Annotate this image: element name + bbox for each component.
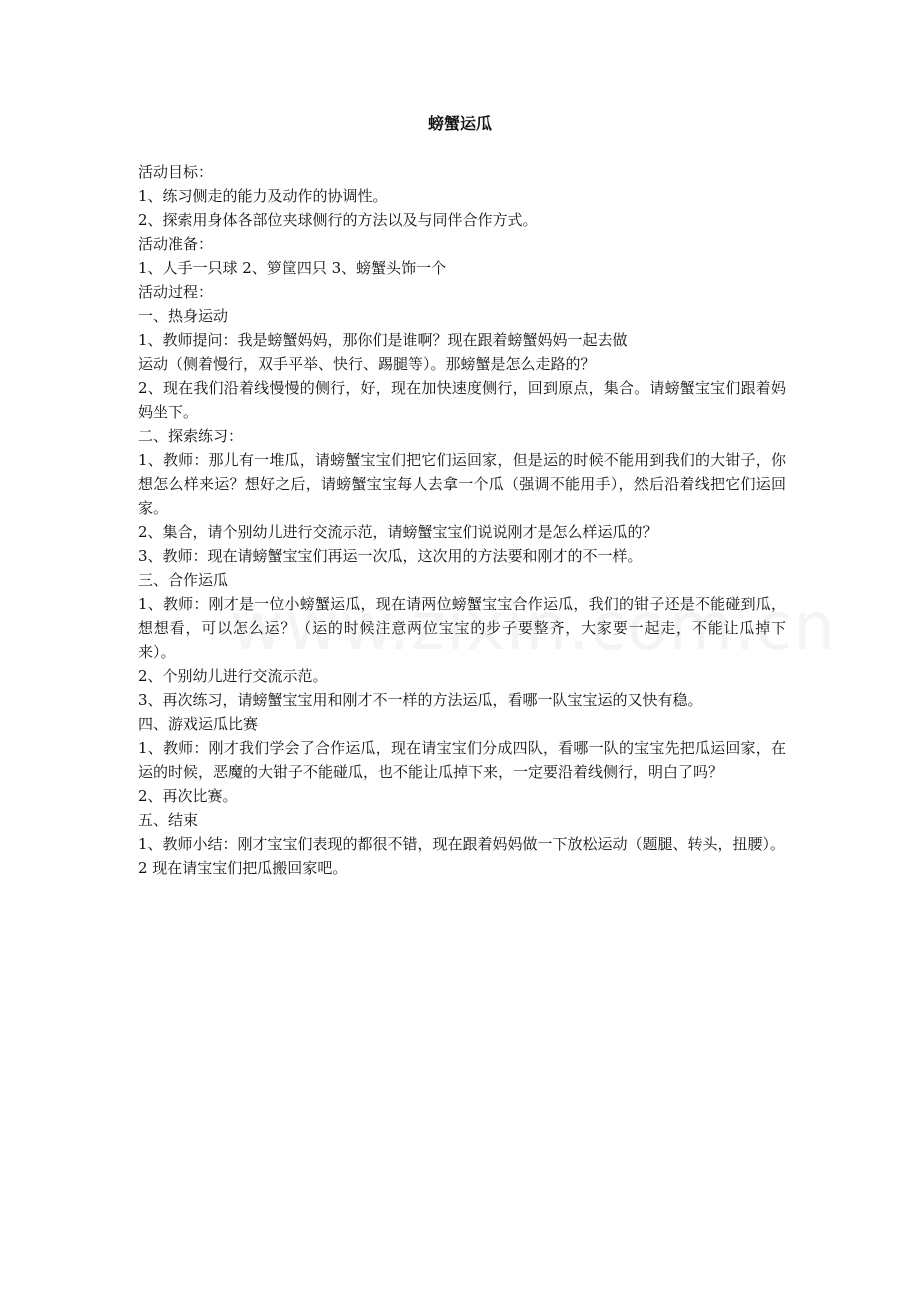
game-item-1: 1、教师：刚才我们学会了合作运瓜，现在请宝宝们分成四队，看哪一队的宝宝先把瓜运回家，在运的时候，恶魔的大钳子不能碰瓜，也不能让瓜掉下来，一定要沿着线侧行，明白了吗？ xyxy=(138,739,786,781)
cooperate-item-1: 1、教师：刚才是一位小螃蟹运瓜，现在请两位螃蟹宝宝合作运瓜，我们的钳子还是不能碰到瓜，想想看，可以怎么运？（运的时候注意两位宝宝的步子要整齐，大家要一起走，不能让瓜掉下来）。 xyxy=(138,595,786,661)
warmup-item-1-line-1: 1、教师提问：我是螃蟹妈妈，那你们是谁啊？现在跟着螃蟹妈妈一起去做 xyxy=(138,331,628,349)
warmup-item-1-line-2: 运动（侧着慢行，双手平举、快行、踢腿等）。那螃蟹是怎么走路的？ xyxy=(138,355,596,373)
ending-item-1: 1、教师小结：刚才宝宝们表现的都很不错，现在跟着妈妈做一下放松运动（题腿、转头，扭腰）。 xyxy=(138,835,786,853)
warmup-item-2: 2、现在我们沿着线慢慢的侧行，好，现在加快速度侧行，回到原点，集合。请螃蟹宝宝们跟着妈妈坐下。 xyxy=(138,379,786,421)
goal-item-1: 1、练习侧走的能力及动作的协调性。 xyxy=(138,187,388,205)
explore-item-2: 2、集合，请个别幼儿进行交流示范，请螃蟹宝宝们说说刚才是怎么样运瓜的？ xyxy=(138,523,658,541)
subheading-game: 四、游戏运瓜比赛 xyxy=(138,715,259,733)
cooperate-item-3: 3、再次练习，请螃蟹宝宝用和刚才不一样的方法运瓜，看哪一队宝宝运的又快有稳。 xyxy=(138,691,703,709)
subheading-ending: 五、结束 xyxy=(138,811,199,829)
subheading-cooperate: 三、合作运瓜 xyxy=(138,571,229,589)
section-heading-preparation: 活动准备： xyxy=(138,235,214,253)
preparation-items: 1、人手一只球 2、箩筐四只 3、螃蟹头饰一个 xyxy=(138,259,447,277)
cooperate-item-2: 2、个别幼儿进行交流示范。 xyxy=(138,667,328,685)
goal-item-2: 2、探索用身体各部位夹球侧行的方法以及与同伴合作方式。 xyxy=(138,211,538,229)
document-title: 螃蟹运瓜 xyxy=(427,114,492,133)
explore-item-3: 3、教师：现在请螃蟹宝宝们再运一次瓜，这次用的方法要和刚才的不一样。 xyxy=(138,547,643,565)
subheading-warmup: 一、热身运动 xyxy=(138,307,229,325)
ending-item-2: 2 现在请宝宝们把瓜搬回家吧。 xyxy=(138,859,348,877)
explore-item-1: 1、教师：那儿有一堆瓜，请螃蟹宝宝们把它们运回家，但是运的时候不能用到我们的大钳子，你想怎么样来运？想好之后，请螃蟹宝宝每人去拿一个瓜（强调不能用手），然后沿着线把它们运回家。 xyxy=(138,451,786,517)
section-heading-process: 活动过程： xyxy=(138,283,214,301)
section-heading-goals: 活动目标： xyxy=(138,163,214,181)
subheading-explore: 二、探索练习： xyxy=(138,427,244,445)
game-item-2: 2、再次比赛。 xyxy=(138,787,238,805)
document-body xyxy=(138,160,786,880)
